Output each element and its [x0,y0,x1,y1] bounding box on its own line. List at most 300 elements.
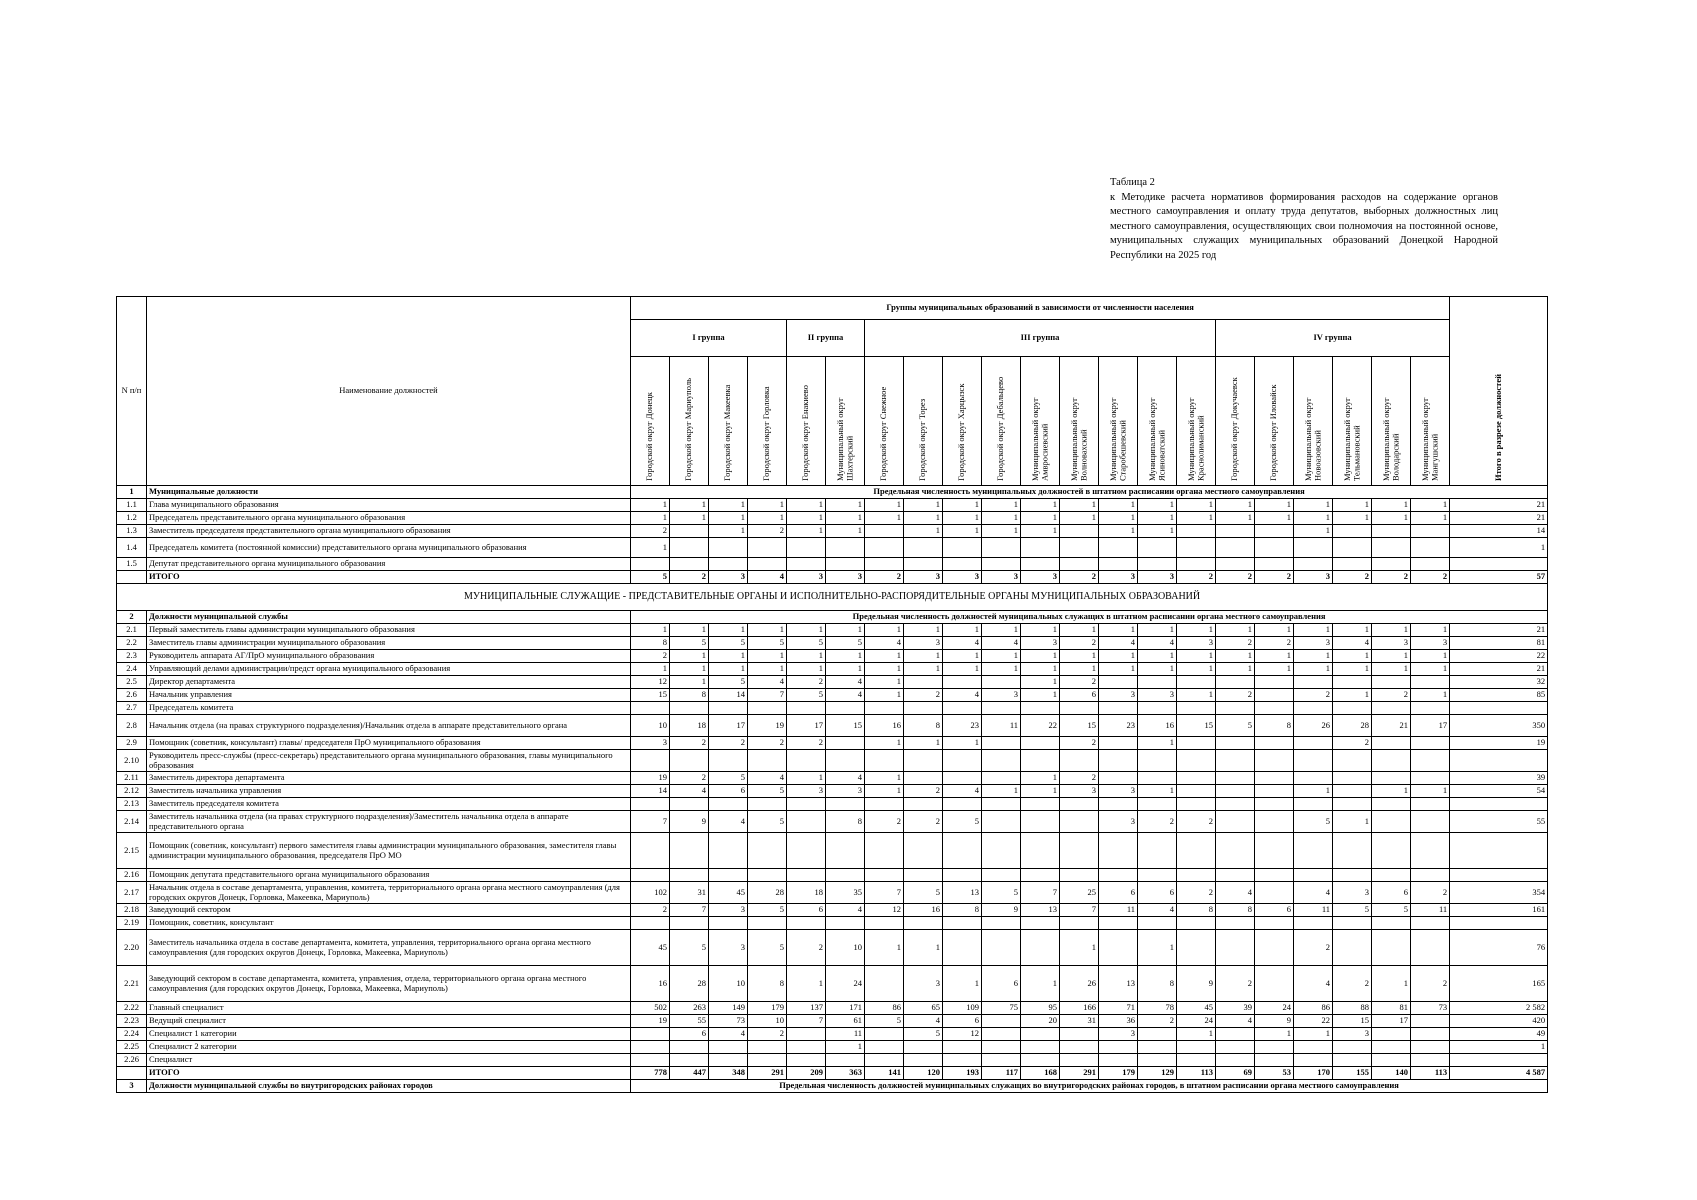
table-row [117,833,1548,869]
row-num: 2.19 [117,917,147,930]
value-cell [1021,737,1060,750]
row-total: 19 [1450,737,1548,750]
value-cell [1372,538,1411,558]
value-cell [1411,833,1450,869]
value-cell: 95 [1021,1002,1060,1015]
row-name: Муниципальные должности [147,486,631,499]
value-cell [1333,772,1372,785]
value-cell [1411,798,1450,811]
value-cell [1138,798,1177,811]
row-total [1450,750,1548,772]
value-cell: 7 [787,1015,826,1028]
row-name: Заместитель начальника управления [147,785,631,798]
value-cell: 5 [1294,811,1333,833]
row-name: Помощник (советник, консультант) главы/ председателя ПрО муниципального образования [147,737,631,750]
value-cell [1255,538,1294,558]
header-group-3: III группа [865,320,1216,357]
value-cell: 3 [904,637,943,650]
row-num: 2.14 [117,811,147,833]
value-cell [982,750,1021,772]
value-cell [709,917,748,930]
value-cell [1177,737,1216,750]
value-cell [1138,833,1177,869]
row-name: Руководитель пресс-службы (пресс-секретарь) представительного органа муниципального образования, главы муниципального образования [147,750,631,772]
value-cell: 2 [1216,637,1255,650]
value-cell: 2 [748,737,787,750]
value-cell [865,1041,904,1054]
value-cell: 1 [1333,689,1372,702]
value-cell: 2 [1255,637,1294,650]
value-cell: 2 [1060,737,1099,750]
value-cell: 1 [1255,512,1294,525]
row-total: 165 [1450,966,1548,1002]
value-cell: 1 [943,966,982,1002]
row-num: 2.4 [117,663,147,676]
value-cell [943,930,982,966]
value-cell: 1 [1411,499,1450,512]
value-cell: 1 [1021,525,1060,538]
value-cell: 1 [943,512,982,525]
value-cell: 3 [826,785,865,798]
row-total: 55 [1450,811,1548,833]
header-column-label: Муниципальный округ Шахтерский [834,397,854,481]
value-cell: 17 [787,715,826,737]
section-subtitle: Предельная численность должностей муниципальных служащих во внутригородских районах городов, в штатном расписании органа местного самоуправления [631,1080,1548,1093]
table-header [117,297,1548,486]
value-cell: 1 [1138,737,1177,750]
row-total: 32 [1450,676,1548,689]
value-cell: 6 [709,785,748,798]
value-cell: 1 [1333,624,1372,637]
value-cell: 8 [826,811,865,833]
value-cell [670,798,709,811]
value-cell: 86 [1294,1002,1333,1015]
row-num [117,571,147,584]
value-cell: 1 [1294,650,1333,663]
value-cell: 1 [1138,650,1177,663]
value-cell: 3 [1099,689,1138,702]
table-row [117,811,1548,833]
value-cell: 5 [826,637,865,650]
value-cell: 3 [1294,637,1333,650]
value-cell: 3 [1294,571,1333,584]
value-cell: 5 [865,1015,904,1028]
value-cell [787,1041,826,1054]
table-row [117,650,1548,663]
value-cell: 1 [1138,512,1177,525]
value-cell: 3 [787,785,826,798]
value-cell: 166 [1060,1002,1099,1015]
value-cell [787,917,826,930]
value-cell [1294,869,1333,882]
value-cell: 5 [709,676,748,689]
value-cell [826,702,865,715]
value-cell [904,798,943,811]
value-cell [1177,798,1216,811]
value-cell [1333,930,1372,966]
value-cell: 1 [709,624,748,637]
value-cell: 1 [1138,499,1177,512]
header-group-4: IV группа [1216,320,1450,357]
value-cell [631,1028,670,1041]
header-column [1060,357,1099,486]
value-cell: 15 [1060,715,1099,737]
value-cell [1411,676,1450,689]
value-cell: 1 [1099,624,1138,637]
value-cell: 1 [787,663,826,676]
value-cell: 4 [1099,637,1138,650]
value-cell [1177,538,1216,558]
value-cell: 1 [1294,624,1333,637]
table-row [117,715,1548,737]
value-cell: 1 [1372,650,1411,663]
value-cell: 9 [670,811,709,833]
value-cell [1411,538,1450,558]
value-cell [904,772,943,785]
row-num: 2.18 [117,904,147,917]
value-cell: 1 [826,624,865,637]
row-num: 2.10 [117,750,147,772]
value-cell [709,1041,748,1054]
header-column [1255,357,1294,486]
header-column-label: Городской округ Макеевка [722,384,733,481]
value-cell [1294,676,1333,689]
value-cell: 3 [631,737,670,750]
value-cell [670,917,709,930]
value-cell [1294,737,1333,750]
value-cell: 24 [826,966,865,1002]
value-cell [709,558,748,571]
row-num: 1 [117,486,147,499]
value-cell [787,750,826,772]
value-cell: 1 [1216,499,1255,512]
header-column-label: Городской округ Иловайск [1268,383,1279,481]
table-row [117,772,1548,785]
value-cell: 88 [1333,1002,1372,1015]
value-cell: 1 [1177,499,1216,512]
value-cell: 2 [1060,772,1099,785]
value-cell: 2 [865,571,904,584]
value-cell: 1 [787,624,826,637]
value-cell: 1 [787,499,826,512]
value-cell: 10 [631,715,670,737]
value-cell: 1 [1177,624,1216,637]
header-column [670,357,709,486]
value-cell [943,869,982,882]
value-cell [1099,737,1138,750]
value-cell [1021,1054,1060,1067]
value-cell: 109 [943,1002,982,1015]
value-cell: 1 [1372,512,1411,525]
value-cell: 13 [1099,966,1138,1002]
table-row [117,525,1548,538]
value-cell: 113 [1177,1067,1216,1080]
value-cell [1177,869,1216,882]
value-cell [1021,750,1060,772]
value-cell: 3 [1333,1028,1372,1041]
value-cell [904,702,943,715]
value-cell [1099,930,1138,966]
table-row [117,1028,1548,1041]
value-cell: 5 [670,930,709,966]
value-cell [1060,538,1099,558]
value-cell [1333,1054,1372,1067]
table-row [117,1041,1548,1054]
value-cell: 3 [1099,811,1138,833]
value-cell [1099,1041,1138,1054]
table-row [117,869,1548,882]
value-cell [787,869,826,882]
value-cell [1372,798,1411,811]
value-cell [1216,869,1255,882]
value-cell: 1 [943,499,982,512]
value-cell: 2 [1372,571,1411,584]
row-total: 1 [1450,1041,1548,1054]
value-cell [1372,869,1411,882]
value-cell [1060,798,1099,811]
value-cell: 1 [865,512,904,525]
value-cell: 3 [1372,637,1411,650]
value-cell [1372,930,1411,966]
value-cell: 1 [904,624,943,637]
value-cell [709,833,748,869]
value-cell: 1 [631,512,670,525]
value-cell: 4 [826,772,865,785]
value-cell [982,1015,1021,1028]
value-cell: 5 [904,882,943,904]
row-total: 161 [1450,904,1548,917]
value-cell: 6 [1255,904,1294,917]
value-cell: 6 [670,1028,709,1041]
row-total: 21 [1450,499,1548,512]
row-num: 1.4 [117,538,147,558]
row-num: 2.7 [117,702,147,715]
value-cell: 1 [865,499,904,512]
header-column-label: Муниципальный округ Володарский [1380,397,1400,481]
value-cell: 16 [904,904,943,917]
value-cell: 23 [1099,715,1138,737]
value-cell [1333,702,1372,715]
value-cell [670,750,709,772]
value-cell [1060,1028,1099,1041]
value-cell [826,917,865,930]
table-row [117,499,1548,512]
header-groups-title: Группы муниципальных образований в зависимости от численности населения [631,297,1450,320]
value-cell: 1 [1216,650,1255,663]
value-cell: 17 [709,715,748,737]
value-cell: 4 [943,785,982,798]
value-cell: 4 [748,772,787,785]
value-cell: 2 [1216,571,1255,584]
header-column-label: Муниципальный округ Тельмановский [1341,397,1361,481]
value-cell: 1 [1372,624,1411,637]
value-cell: 1 [709,650,748,663]
value-cell: 1 [1411,512,1450,525]
header-column [787,357,826,486]
value-cell [1216,750,1255,772]
row-name: Начальник отдела (на правах структурного подразделения)/Начальник отдела в аппарате представительного органа [147,715,631,737]
value-cell: 6 [1138,882,1177,904]
value-cell: 1 [943,663,982,676]
value-cell [943,917,982,930]
value-cell: 1 [1177,689,1216,702]
value-cell [1255,966,1294,1002]
value-cell: 179 [1099,1067,1138,1080]
value-cell [1372,702,1411,715]
value-cell [1177,750,1216,772]
row-total [1450,917,1548,930]
value-cell [1021,702,1060,715]
value-cell: 14 [631,785,670,798]
value-cell: 5 [709,772,748,785]
value-cell: 28 [670,966,709,1002]
value-cell: 1 [670,650,709,663]
value-cell: 141 [865,1067,904,1080]
row-num: 1.1 [117,499,147,512]
value-cell: 2 [1060,571,1099,584]
row-num: 2.15 [117,833,147,869]
value-cell [904,676,943,689]
value-cell: 1 [1177,663,1216,676]
value-cell: 5 [787,689,826,702]
row-num: 2.21 [117,966,147,1002]
value-cell: 778 [631,1067,670,1080]
value-cell: 1 [1411,650,1450,663]
value-cell: 1 [904,650,943,663]
value-cell [1372,917,1411,930]
value-cell [1255,917,1294,930]
value-cell [1021,798,1060,811]
value-cell [904,750,943,772]
value-cell: 1 [943,525,982,538]
header-column-label: Городской округ Донецк [644,391,655,481]
value-cell [1216,1028,1255,1041]
value-cell: 4 [943,637,982,650]
row-num: 2.17 [117,882,147,904]
value-cell: 5 [631,571,670,584]
value-cell: 4 [1216,882,1255,904]
value-cell [1099,833,1138,869]
value-cell: 11 [1099,904,1138,917]
row-name: Председатель комитета (постоянной комиссии) представительного органа муниципального образования [147,538,631,558]
value-cell: 291 [1060,1067,1099,1080]
value-cell: 11 [1294,904,1333,917]
value-cell: 1 [1177,650,1216,663]
row-name: Заместитель главы администрации муниципального образования [147,637,631,650]
value-cell: 11 [826,1028,865,1041]
value-cell: 3 [1138,689,1177,702]
value-cell: 1 [826,525,865,538]
value-cell: 1 [631,538,670,558]
value-cell: 1 [904,525,943,538]
row-total: 21 [1450,663,1548,676]
value-cell: 1 [982,663,1021,676]
row-name: Депутат представительного органа муниципального образования [147,558,631,571]
value-cell [826,538,865,558]
header-group-1: I группа [631,320,787,357]
header-column-label: Муниципальный округ Амвросиевский [1029,397,1049,481]
row-num: 2.9 [117,737,147,750]
value-cell [865,1028,904,1041]
value-cell: 6 [1372,882,1411,904]
row-name: Глава муниципального образования [147,499,631,512]
header-total [1450,297,1548,486]
row-total: 1 [1450,538,1548,558]
value-cell: 71 [1099,1002,1138,1015]
value-cell: 2 [1333,571,1372,584]
value-cell [943,772,982,785]
row-num: 2.26 [117,1054,147,1067]
table-row [117,486,1548,499]
value-cell: 1 [1411,624,1450,637]
value-cell: 1 [1021,499,1060,512]
value-cell [709,750,748,772]
value-cell: 22 [1021,715,1060,737]
row-total: 14 [1450,525,1548,538]
value-cell: 2 [787,737,826,750]
value-cell [865,750,904,772]
value-cell: 1 [709,525,748,538]
header-column [1294,357,1333,486]
value-cell: 348 [709,1067,748,1080]
value-cell [1216,930,1255,966]
row-name: Ведущий специалист [147,1015,631,1028]
value-cell [1294,798,1333,811]
value-cell: 1 [1255,624,1294,637]
value-cell: 3 [826,571,865,584]
value-cell: 36 [1099,1015,1138,1028]
row-total: 57 [1450,571,1548,584]
row-total: 85 [1450,689,1548,702]
value-cell: 1 [982,525,1021,538]
value-cell [1333,1041,1372,1054]
value-cell: 23 [943,715,982,737]
row-num: 2.20 [117,930,147,966]
value-cell: 1 [1294,1028,1333,1041]
value-cell: 5 [748,811,787,833]
header-column [631,357,670,486]
table-row [117,785,1548,798]
value-cell: 1 [1294,525,1333,538]
value-cell [1060,558,1099,571]
value-cell: 1 [982,624,1021,637]
value-cell [865,917,904,930]
header-column [826,357,865,486]
value-cell [631,917,670,930]
value-cell [709,1054,748,1067]
value-cell: 149 [709,1002,748,1015]
value-cell [1177,833,1216,869]
value-cell: 1 [1411,663,1450,676]
value-cell [1333,785,1372,798]
header-column-label: Городской округ Докучаевск [1229,376,1240,481]
value-cell [865,558,904,571]
value-cell [1411,737,1450,750]
section-subtitle: Предельная численность должностей муниципальных служащих в штатном расписании органа местного самоуправления [631,611,1548,624]
caption-text: к Методике расчета нормативов формирования расходов на содержание органов местного самоуправления и оплату труда депутатов, выборных должностных лиц местного самоуправления, осуществляющих свои полномочия на постоянной основе, муниципальных служащих муниципальных образований Донецкой Народной Республики на 2025 год [1110,191,1498,261]
value-cell: 4 [826,904,865,917]
value-cell: 31 [670,882,709,904]
value-cell [865,702,904,715]
row-name: ИТОГО [147,1067,631,1080]
row-name: Заместитель председателя представительного органа муниципального образования [147,525,631,538]
value-cell: 4 [982,637,1021,650]
value-cell: 8 [631,637,670,650]
header-column-label: Муниципальный округ Старобешевский [1107,397,1127,481]
value-cell: 4 [1294,966,1333,1002]
value-cell: 1 [1255,1028,1294,1041]
value-cell: 1 [1021,624,1060,637]
